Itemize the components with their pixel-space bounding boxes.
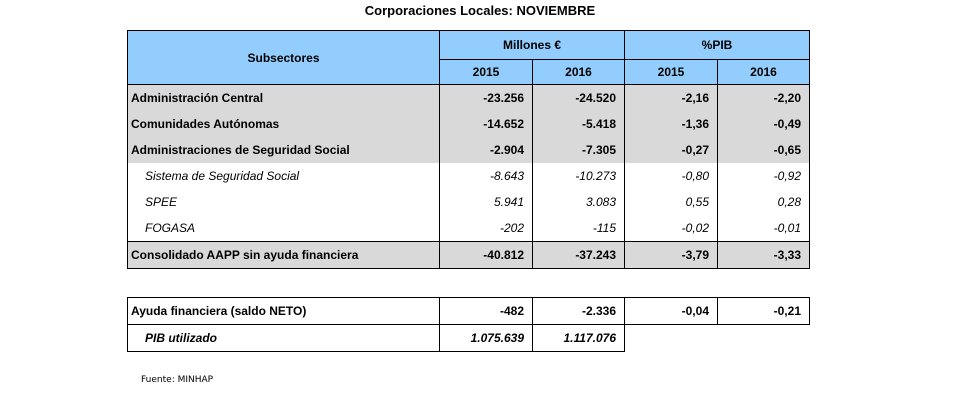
cell-value: -37.243 <box>533 242 625 269</box>
cell-value: -23.256 <box>440 85 533 112</box>
cell-value: 0,55 <box>625 189 718 215</box>
table-row-pib <box>128 325 810 352</box>
cell-value: -1,36 <box>625 111 718 137</box>
cell-value: 1.075.639 <box>440 325 533 352</box>
cell-value: 1.117.076 <box>533 325 625 352</box>
row-label: Administraciones de Seguridad Social <box>128 137 440 163</box>
deficit-table <box>127 30 810 269</box>
header-group-pib: %PIB <box>625 31 810 60</box>
cell-value: 3.083 <box>533 189 625 215</box>
source-note: Fuente: MINHAP <box>141 375 214 385</box>
cell-value: -2.904 <box>440 137 533 163</box>
table-row-total <box>128 242 810 269</box>
cell-value: -10.273 <box>533 163 625 189</box>
table-row <box>128 189 810 215</box>
table-row <box>128 215 810 242</box>
header-year: 2015 <box>625 60 718 85</box>
cell-value: -24.520 <box>533 85 625 112</box>
cell-value: -2,16 <box>625 85 718 112</box>
cell-value: -202 <box>440 215 533 242</box>
cell-value: 0,28 <box>718 189 810 215</box>
cell-value: -5.418 <box>533 111 625 137</box>
header-year: 2015 <box>440 60 533 85</box>
header-year: 2016 <box>533 60 625 85</box>
table-title: Corporaciones Locales: NOVIEMBRE <box>364 3 596 18</box>
cell-value: -8.643 <box>440 163 533 189</box>
empty-cell <box>718 325 810 352</box>
cell-value: -0,65 <box>718 137 810 163</box>
header-year: 2016 <box>718 60 810 85</box>
table-row <box>128 137 810 163</box>
row-label: PIB utilizado <box>128 325 440 352</box>
cell-value: -40.812 <box>440 242 533 269</box>
cell-value: -0,49 <box>718 111 810 137</box>
table-row <box>128 111 810 137</box>
cell-value: -115 <box>533 215 625 242</box>
cell-value: -3,79 <box>625 242 718 269</box>
table-row <box>128 85 810 112</box>
cell-value: -2.336 <box>533 298 625 325</box>
cell-value: -0,01 <box>718 215 810 242</box>
row-label: Ayuda financiera (saldo NETO) <box>128 298 440 325</box>
row-label: Sistema de Seguridad Social <box>128 163 440 189</box>
cell-value: -0,27 <box>625 137 718 163</box>
row-label: Consolidado AAPP sin ayuda financiera <box>128 242 440 269</box>
cell-value: -7.305 <box>533 137 625 163</box>
row-label: Comunidades Autónomas <box>128 111 440 137</box>
table-row <box>128 163 810 189</box>
header-subsectores: Subsectores <box>128 31 440 85</box>
cell-value: -14.652 <box>440 111 533 137</box>
cell-value: -0,04 <box>625 298 718 325</box>
cell-value: -0,92 <box>718 163 810 189</box>
row-label: Administración Central <box>128 85 440 112</box>
cell-value: -3,33 <box>718 242 810 269</box>
cell-value: -0,21 <box>718 298 810 325</box>
header-group-millones: Millones € <box>440 31 625 60</box>
row-label: FOGASA <box>128 215 440 242</box>
cell-value: -0,80 <box>625 163 718 189</box>
table-row-ayuda <box>128 298 810 325</box>
empty-cell <box>625 325 718 352</box>
cell-value: 5.941 <box>440 189 533 215</box>
cell-value: -0,02 <box>625 215 718 242</box>
cell-value: -2,20 <box>718 85 810 112</box>
row-label: SPEE <box>128 189 440 215</box>
ayuda-table <box>127 297 810 352</box>
cell-value: -482 <box>440 298 533 325</box>
